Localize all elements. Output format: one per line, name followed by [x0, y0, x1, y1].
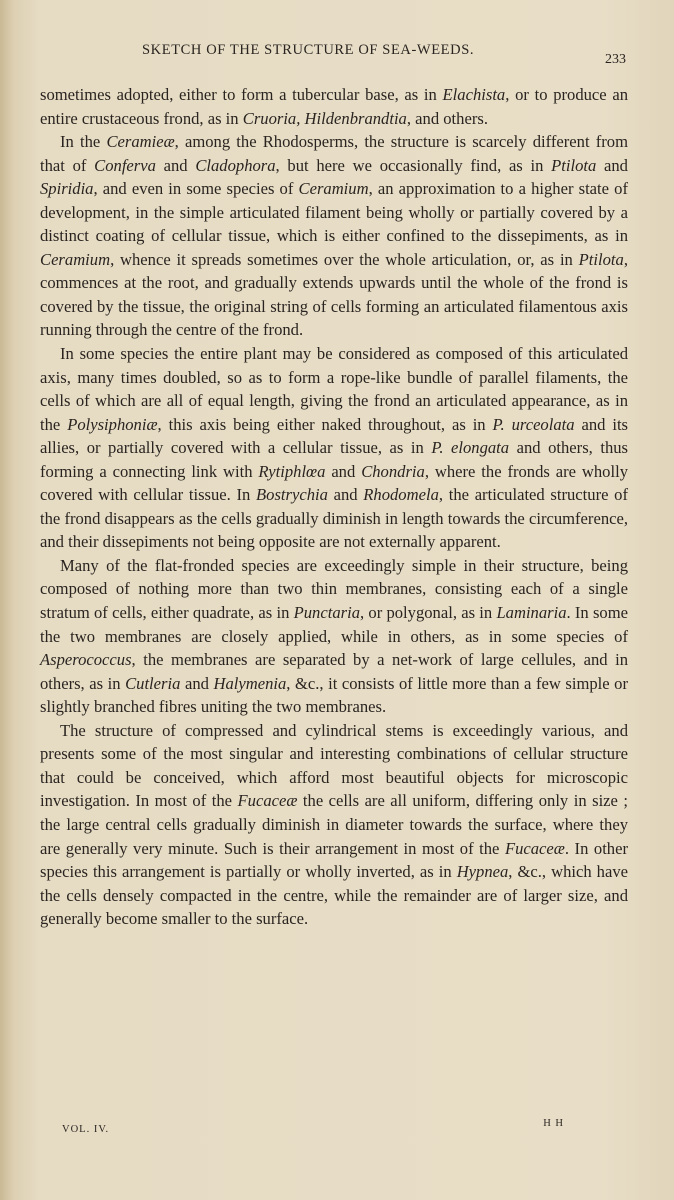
italic-term: Rytiphlœa	[258, 461, 326, 481]
italic-term: Rhodomela	[363, 485, 439, 505]
paragraph	[40, 342, 628, 554]
italic-term: P. elongata	[431, 438, 510, 458]
italic-term: Spiridia	[40, 179, 94, 199]
italic-term: Polysiphoniæ	[67, 414, 158, 434]
signature-mark: H H	[543, 1118, 564, 1129]
text-run: Many of the flat-fronded species are exceedingly simple in their structure, being composed of nothing more than two thin membranes, consisting each of a single stratum of cells, either quadrate, as in	[40, 555, 628, 623]
italic-term: P. urceolata	[492, 414, 575, 434]
italic-term: Ceramieæ	[106, 132, 175, 152]
text-run: . In some the two membranes are closely applied, while in others, as in some species of	[40, 603, 628, 646]
text-run: , but here we occasionally find, as in	[275, 155, 552, 175]
text-run: , whence it spreads sometimes over the whole articulation, or, as in	[110, 249, 579, 269]
text-run: , commences at the root, and gradually extends upwards until the whole of the frond is covered by the tissue, the original string of cells forming an articulated filamentous axis running through the centre of the frond.	[40, 249, 628, 340]
italic-term: Ceramium	[298, 179, 369, 199]
italic-term: Cruoria, Hildenbrandtia	[242, 108, 407, 128]
text-run: , or to produce an entire crustaceous frond, as in	[40, 85, 629, 128]
text-run: , or polygonal, as in	[360, 603, 497, 623]
text-run: , the membranes are separated by a net-work of large cellules, and in others, as in	[40, 650, 628, 693]
text-run: In the	[60, 132, 107, 152]
text-run: , &c., which have the cells densely compacted in the centre, while the remainder are of larger size, and generally become smaller to the surface.	[40, 862, 628, 929]
text-run: In some species the entire plant may be considered as composed of this articulated axis, many times doubled, so as to form a rope-like bundle of parallel filaments, the cells of which are all of equal length, giving the frond an articulated appearance, as in the	[40, 344, 628, 434]
text-run: The structure of compressed and cylindrical stems is exceedingly various, and presents some of the most singular and interesting combinations of cellular structure that could be conceived, which afford most beautiful objects for microscopic investigation. In most of the	[40, 720, 628, 811]
italic-term: Bostrychia	[256, 485, 328, 505]
text-run: , &c., it consists of little more than a few simple or slightly branched fibres uniting the two membranes.	[40, 673, 628, 717]
italic-term: Fucaceæ	[237, 791, 298, 811]
text-run: , an approximation to a higher state of development, in the simple articulated filament being wholly or partially covered by a distinct coating of cellular tissue, which is either confined to the dissepiments, as in	[40, 179, 628, 246]
paragraph	[40, 554, 628, 719]
text-run: and its allies, or partially covered with a cellular tissue, as in	[40, 414, 629, 458]
text-run: , among the Rhodosperms, the structure is scarcely different from that of	[40, 132, 628, 175]
text-run: , and others.	[406, 108, 488, 128]
italic-term: Punctaria	[293, 603, 360, 623]
body-text	[40, 83, 628, 931]
text-run: and	[327, 485, 364, 505]
italic-term: Ceramium	[40, 249, 111, 269]
italic-term: Cutleria	[125, 673, 181, 693]
italic-term: Asperococcus	[40, 650, 132, 670]
text-run: , the articulated structure of the frond disappears as the cells gradually diminish in length towards the circumference, and their dissepiments not being opposite are not externally apparent.	[40, 485, 628, 552]
volume-label: VOL. IV.	[62, 1124, 110, 1135]
italic-term: Ptilota	[578, 249, 624, 269]
italic-term: Ptilota	[551, 155, 597, 175]
italic-term: Elachista	[442, 85, 506, 104]
text-run: , and even in some species of	[93, 179, 299, 199]
text-run: and	[325, 461, 362, 481]
text-run: the cells are all uniform, differing only in size ; the large central cells gradually diminish in diameter towards the surface, where they are generally very minute. Such is their arrangement in most of the	[40, 791, 629, 858]
italic-term: Conferva	[94, 155, 156, 175]
italic-term: Hypnea	[456, 862, 509, 882]
italic-term: Laminaria	[496, 603, 567, 623]
text-run: and	[596, 155, 628, 175]
running-title: SKETCH OF THE STRUCTURE OF SEA-WEEDS.	[142, 42, 475, 58]
text-run: and others, thus forming a connecting link with	[40, 438, 628, 481]
page-footer	[62, 1118, 564, 1144]
text-run: and	[180, 673, 214, 693]
running-head	[142, 42, 634, 68]
italic-term: Cladophora	[195, 155, 276, 175]
text-run: , where the fronds are wholly covered with cellular tissue. In	[40, 461, 628, 505]
paragraph	[40, 130, 628, 342]
text-run: sometimes adopted, either to form a tubercular base, as in	[40, 85, 443, 104]
text-run: and	[155, 155, 196, 175]
text-run: , this axis being either naked throughout, as in	[157, 414, 493, 434]
text-run: . In other species this arrangement is partially or wholly inverted, as in	[40, 838, 628, 882]
paragraph	[40, 719, 628, 931]
page-number: 233	[605, 52, 626, 67]
italic-term: Halymenia	[213, 673, 287, 693]
paragraph	[40, 83, 628, 130]
italic-term: Chondria	[361, 461, 425, 481]
italic-term: Fucaceæ	[504, 838, 565, 858]
